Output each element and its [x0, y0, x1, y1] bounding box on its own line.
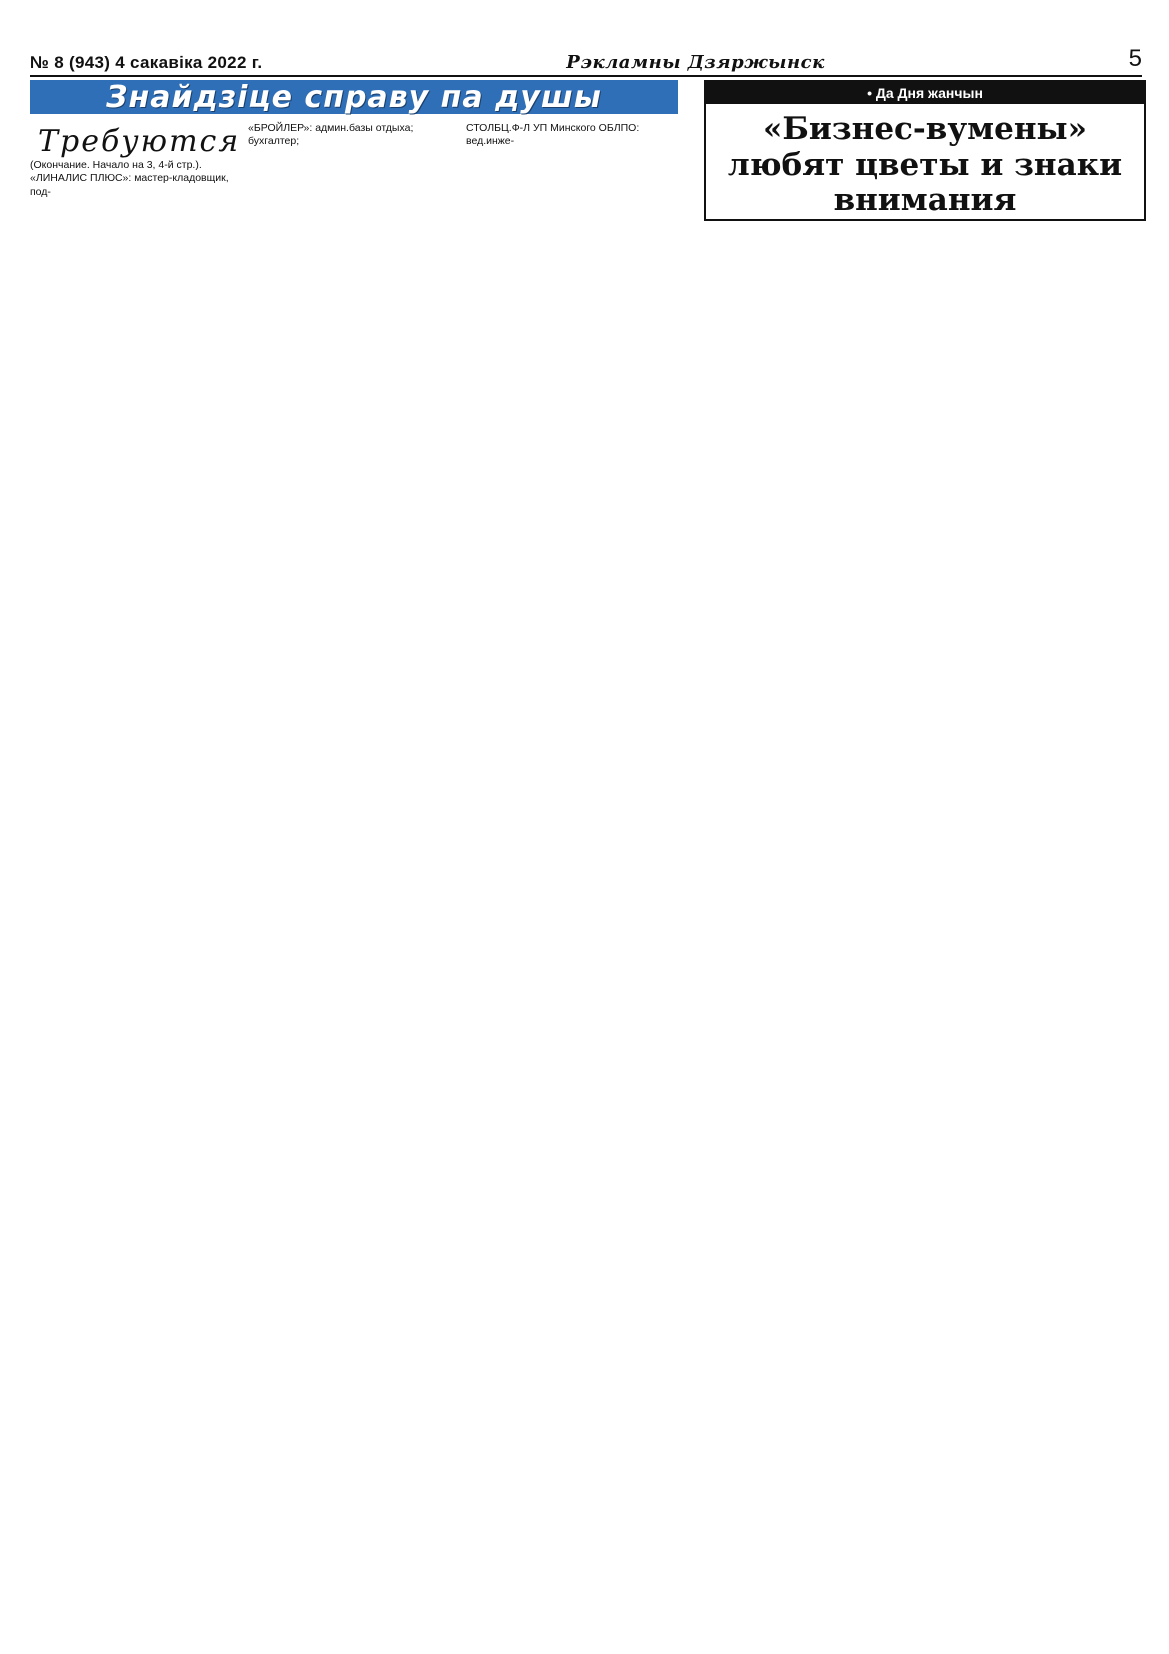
- page-number: 5: [1128, 45, 1142, 72]
- page-header: [30, 45, 1142, 73]
- column-3: [466, 122, 676, 199]
- column-group: [30, 122, 688, 199]
- column-1: [30, 122, 240, 199]
- feature-article: [704, 80, 1146, 221]
- header-rule: [30, 75, 1142, 77]
- column-text: СТОЛБЦ.Ф-Л УП Минского ОБЛПО: вед.инже-: [466, 122, 640, 148]
- rubric-label: • Да Дня жанчын: [706, 82, 1144, 104]
- column-intro: (Окончание. Начало на 3, 4-й стр.).: [30, 159, 202, 171]
- article-headline: «Бизнес-вумены» любят цветы и знаки внимания: [727, 111, 1123, 219]
- column-text: «ЛИНАЛИС ПЛЮС»: мастер-кладовщик, под-: [30, 172, 229, 198]
- column-2: [248, 122, 458, 199]
- section-heading: Требуются: [38, 124, 241, 159]
- newspaper-title: Рэкламны Дзяржынск: [566, 52, 825, 73]
- issue-info: № 8 (943) 4 сакавіка 2022 г.: [30, 53, 263, 72]
- left-section: [30, 80, 688, 199]
- column-text: «БРОЙЛЕР»: админ.базы отдыха; бухгалтер;: [248, 122, 414, 148]
- section-banner: Знайдзіце справу па душы: [30, 80, 678, 114]
